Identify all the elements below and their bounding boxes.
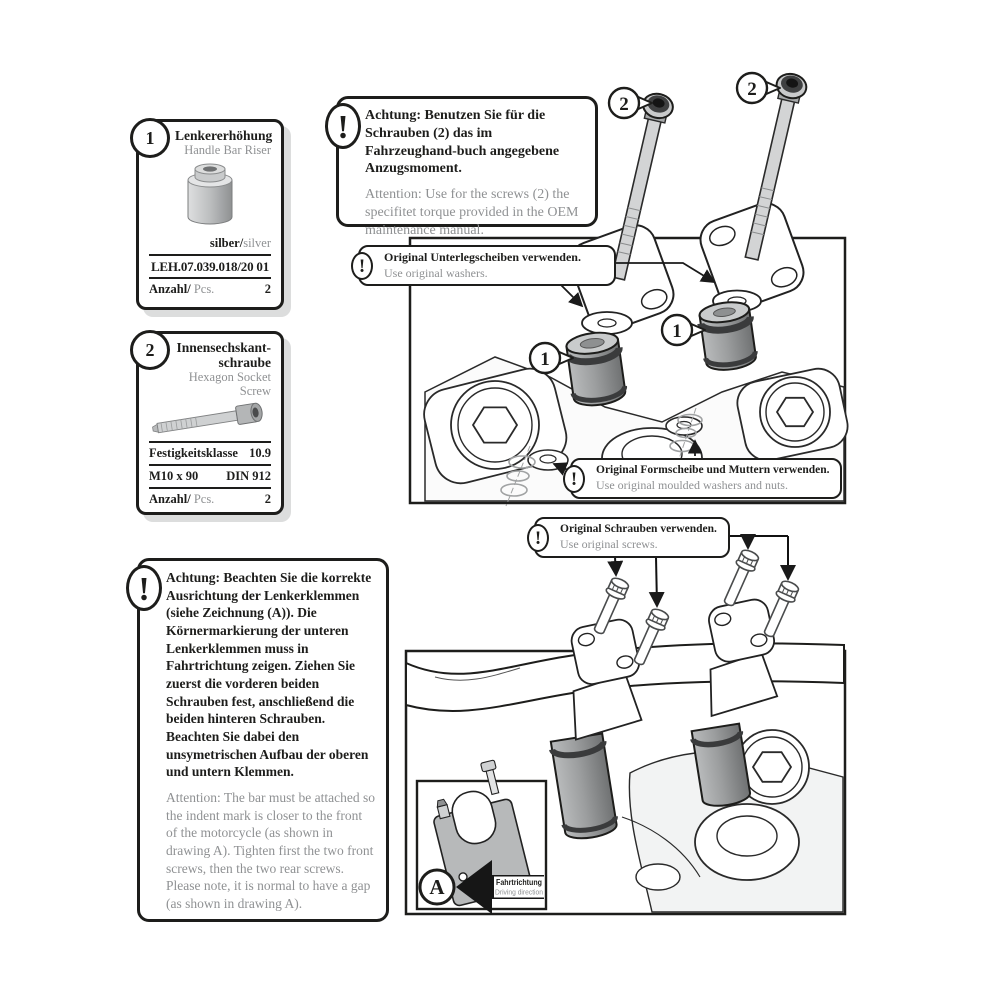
part-number-balloon (130, 118, 170, 158)
qty-value: 2 (264, 491, 271, 506)
balloon-label: 2 (619, 94, 629, 115)
balloon-label: 2 (747, 79, 757, 100)
color-en: silver (243, 235, 271, 250)
balloon-label: 1 (672, 321, 682, 342)
strength-label: Festigkeitsklasse (149, 446, 238, 461)
qty-label-en: Pcs. (193, 491, 215, 506)
din-standard: DIN 912 (226, 469, 271, 484)
inset-drawing-A (417, 758, 546, 914)
part-order-code: LEH.07.039.018/20 01 (150, 258, 270, 274)
exclamation-icon: ! (351, 252, 373, 280)
part-number: 2 (145, 339, 155, 360)
inset-letter: A (429, 875, 445, 899)
qty-label-en: Pcs. (193, 282, 215, 297)
qty-label-de: Anzahl/ (149, 282, 191, 297)
callout-text-de: Original Schrauben verwenden. (560, 523, 717, 535)
fork-hex-right (777, 398, 813, 426)
part-qty-row (149, 490, 271, 509)
callout-text-de: Original Formscheibe und Muttern verwenden. (596, 464, 830, 476)
qty-value: 2 (264, 282, 271, 297)
callout-text-de: Original Unterlegscheiben verwenden. (384, 250, 581, 264)
part-title-de: Lenkererhöhung (175, 128, 273, 143)
part-figure-screw (149, 398, 271, 440)
callout-text-en: Use original washers. (384, 265, 488, 280)
warning-text-en: Attention: Use for the screws (2) the specifitet torque provided in the OEM maintenance manual. (365, 187, 579, 238)
driving-direction-label-en: Driving direction (495, 887, 543, 897)
part-number-balloon (130, 330, 170, 370)
screw-illustration (149, 399, 271, 439)
exclamation-icon: ! (527, 524, 549, 552)
part-qty-row (149, 280, 271, 299)
part-number: 1 (145, 127, 155, 148)
part-strength-row (149, 444, 271, 463)
part-figure-riser (149, 157, 271, 234)
warning-torque (336, 96, 598, 238)
dimension: M10 x 90 (149, 469, 199, 484)
bottom-assembly-diagram (400, 515, 890, 945)
warning-clamp-orientation (137, 558, 389, 922)
exclamation-icon: ! (126, 565, 162, 611)
part-title-en: Handle Bar Riser (184, 143, 271, 158)
riser-part-left (565, 330, 627, 409)
exclamation-icon: ! (563, 465, 585, 493)
color-de: silber/ (209, 235, 244, 250)
callout-use-original-moulded-washers (570, 458, 842, 499)
balloon-screw-right (737, 73, 780, 103)
callout-use-original-washers (358, 245, 616, 286)
part-title-de: Innensechskant- schraube (176, 340, 271, 371)
exclamation-icon: ! (325, 103, 361, 149)
part-color-row (149, 234, 271, 253)
part-title-en: Hexagon Socket Screw (188, 370, 271, 399)
riser-part-right (698, 299, 757, 372)
warning-text-de: Achtung: Benutzen Sie für die Schrauben (2) das im Fahrzeughand-buch angegebene Anzugsmoment. (365, 108, 560, 177)
part-dimension-row (149, 467, 271, 486)
balloon-label: 1 (540, 349, 550, 370)
parts-item-handlebar-riser (136, 119, 284, 310)
callout-use-original-screws (534, 517, 730, 558)
parts-item-hexagon-socket-screw (136, 331, 284, 515)
strength-value: 10.9 (249, 446, 271, 461)
warning-text-de: Achtung: Beachten Sie die korrekte Ausrichtung der Lenkerklemmen (siehe Zeichnung (A)). Die Körnermarkierung der unteren Lenkerklemmen muss in Fahrtrichtung zeigen. Ziehen Sie zuerst die vorderen beiden Schrauben fest, anschließend die beiden hinteren Schrauben. Beachten Sie dabei den unsymetrischen Aufbau der oberen und untern Klemmen. (166, 570, 372, 780)
riser-illustration (175, 162, 245, 228)
qty-label-de: Anzahl/ (149, 491, 191, 506)
driving-direction-label-de: Fahrtrichtung (496, 878, 543, 887)
warning-text-en: Attention: The bar must be attached so the indent mark is closer to the front of the motorcycle (as shown in drawing A). Tighten first the two front screws, then the two rear screws. Please note, it is normal to have a gap (as shown in drawing A). (166, 790, 375, 912)
washer-left (582, 312, 632, 334)
callout-text-en: Use original screws. (560, 536, 658, 551)
callout-text-en: Use original moulded washers and nuts. (596, 477, 788, 492)
